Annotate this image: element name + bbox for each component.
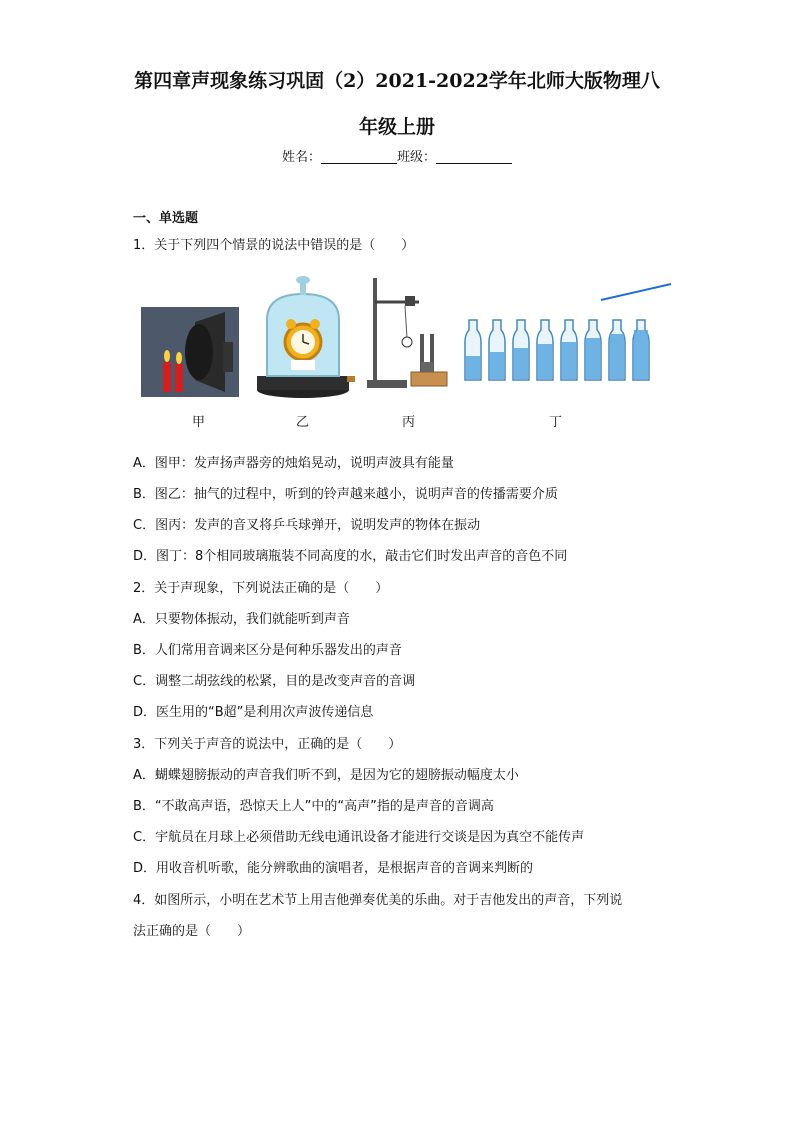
- caption-ding: 丁: [549, 415, 563, 430]
- q2-option-c: C．调整二胡弦线的松紧，目的是改变声音的音调: [133, 674, 416, 689]
- q3-option-d: D．用收音机听歌，能分辨歌曲的演唱者，是根据声音的音调来判断的: [133, 861, 534, 876]
- bell-jar-clock-image: [257, 276, 355, 398]
- q2-option-b: B．人们常用音调来区分是何种乐器发出的声音: [133, 643, 402, 658]
- question-1-stem: 1．关于下列四个情景的说法中错误的是（ ）: [133, 238, 415, 253]
- q3-option-c: C．宇航员在月球上必须借助无线电通讯设备才能进行交谈是因为真空不能传声: [133, 830, 585, 845]
- q1-option-c: C．图丙：发声的音叉将乒乓球弹开，说明发声的物体在振动: [133, 518, 481, 533]
- question-1-figure: [135, 272, 675, 432]
- question-4-stem-line-2: 法正确的是（ ）: [133, 924, 251, 939]
- name-blank[interactable]: [321, 149, 397, 164]
- title-line-1: 第四章声现象练习巩固（2）2021-2022学年北师大版物理八: [134, 70, 660, 92]
- caption-bing: 丙: [402, 415, 416, 430]
- student-info: [0, 146, 794, 165]
- q1-option-b: B．图乙：抽气的过程中，听到的铃声越来越小，说明声音的传播需要介质: [133, 487, 558, 502]
- q3-option-a: A．蝴蝶翅膀振动的声音我们听不到，是因为它的翅膀振动幅度太小: [133, 768, 519, 783]
- class-label: 班级：: [397, 150, 437, 165]
- q2-option-d: D．医生用的“B超”是利用次声波传递信息: [133, 705, 374, 720]
- question-3-stem: 3．下列关于声音的说法中，正确的是（ ）: [133, 737, 402, 752]
- section-title: 一、单选题: [133, 211, 199, 226]
- q1-option-d: D．图丁：8个相同玻璃瓶装不同高度的水，敲击它们时发出声音的音色不同: [133, 549, 568, 564]
- title-line-2: 年级上册: [358, 116, 435, 138]
- bottles-image: [465, 284, 671, 380]
- q3-option-b: B．“不敢高声语，恐惊天上人”中的“高声”指的是声音的音调高: [133, 799, 494, 814]
- tuning-fork-image: [367, 278, 447, 388]
- caption-jia: 甲: [192, 415, 206, 430]
- question-2-stem: 2．关于声现象，下列说法正确的是（ ）: [133, 581, 389, 596]
- name-label: 姓名：: [281, 150, 321, 165]
- figure-illustrations: [135, 272, 675, 432]
- speaker-candle-image: [141, 307, 239, 397]
- class-blank[interactable]: [436, 149, 512, 164]
- question-4-stem-line-1: 4．如图所示，小明在艺术节上用吉他弹奏优美的乐曲。对于吉他发出的声音，下列说: [133, 893, 623, 908]
- q2-option-a: A．只要物体振动，我们就能听到声音: [133, 612, 350, 627]
- caption-yi: 乙: [296, 415, 310, 430]
- q1-option-a: A．图甲：发声扬声器旁的烛焰晃动，说明声波具有能量: [133, 456, 454, 471]
